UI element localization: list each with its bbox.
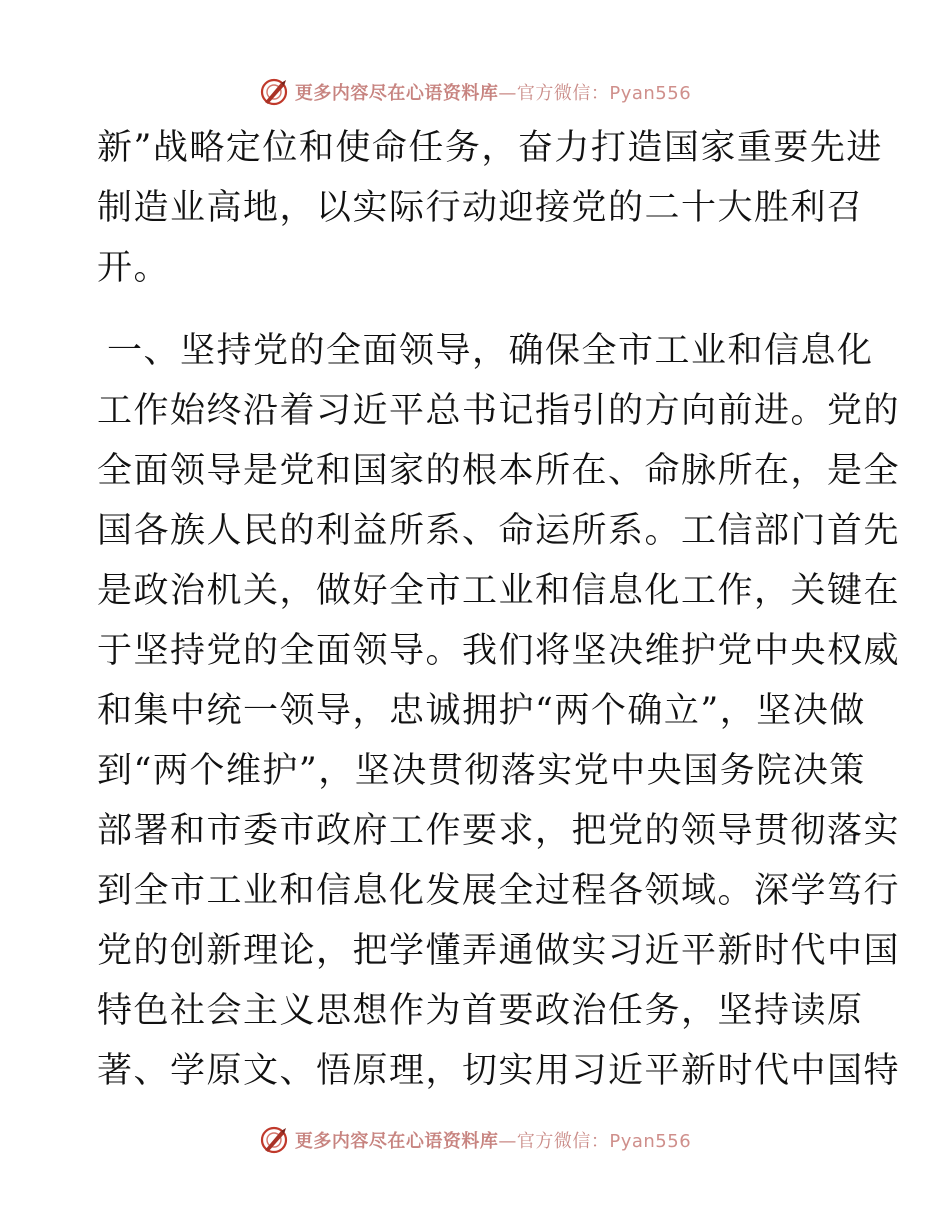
- quill-pen-logo-icon: [259, 1125, 289, 1155]
- text-line: 特色社会主义思想作为首要政治任务，坚持读原: [97, 991, 864, 1031]
- header-wechat-id: Pyan556: [609, 83, 692, 104]
- header-watermark-text: [295, 79, 691, 105]
- header-site-name: 更多内容尽在心语资料库: [294, 83, 499, 104]
- text-line: 制造业高地，以实际行动迎接党的二十大胜利召: [97, 188, 864, 228]
- text-line: 国各族人民的利益所系、命运所系。工信部门首先: [97, 511, 901, 551]
- text-line: 著、学原文、悟原理，切实用习近平新时代中国特: [97, 1051, 901, 1091]
- header-wechat-label: 官方微信：: [516, 83, 610, 104]
- text-line: 部署和市委市政府工作要求，把党的领导贯彻落实: [97, 811, 901, 851]
- header-separator: —: [498, 83, 517, 104]
- text-line: 全面领导是党和国家的根本所在、命脉所在，是全: [97, 451, 901, 491]
- section-heading-line: 一、坚持党的全面领导，确保全市工业和信息化: [107, 331, 874, 371]
- footer-wechat-label: 官方微信：: [516, 1131, 610, 1152]
- document-body: [97, 118, 901, 1101]
- text-line: 于坚持党的全面领导。我们将坚决维护党中央权威: [97, 631, 901, 671]
- paragraph-intro: [97, 118, 883, 298]
- text-line: 是政治机关，做好全市工业和信息化工作，关键在: [97, 571, 901, 611]
- quill-pen-logo-icon: [259, 77, 289, 107]
- text-line: 新”战略定位和使命任务，奋力打造国家重要先进: [97, 128, 883, 168]
- text-line: 到全市工业和信息化发展全过程各领域。深学笃行: [97, 871, 901, 911]
- text-line: 到“两个维护”，坚决贯彻落实党中央国务院决策: [97, 751, 866, 791]
- text-line: 工作始终沿着习近平总书记指引的方向前进。党的: [97, 391, 901, 431]
- paragraph-section-1: [97, 321, 901, 1101]
- text-line: 和集中统一领导，忠诚拥护“两个确立”，坚决做: [97, 691, 866, 731]
- paragraph-gap: [97, 298, 857, 321]
- footer-site-name: 更多内容尽在心语资料库: [294, 1131, 499, 1152]
- footer-watermark-banner: [0, 1120, 950, 1160]
- footer-watermark-text: [295, 1127, 691, 1153]
- header-watermark-banner: [0, 72, 950, 112]
- footer-wechat-id: Pyan556: [609, 1131, 692, 1152]
- footer-separator: —: [498, 1131, 517, 1152]
- text-line: 党的创新理论，把学懂弄通做实习近平新时代中国: [97, 931, 901, 971]
- text-line: 开。: [97, 248, 171, 288]
